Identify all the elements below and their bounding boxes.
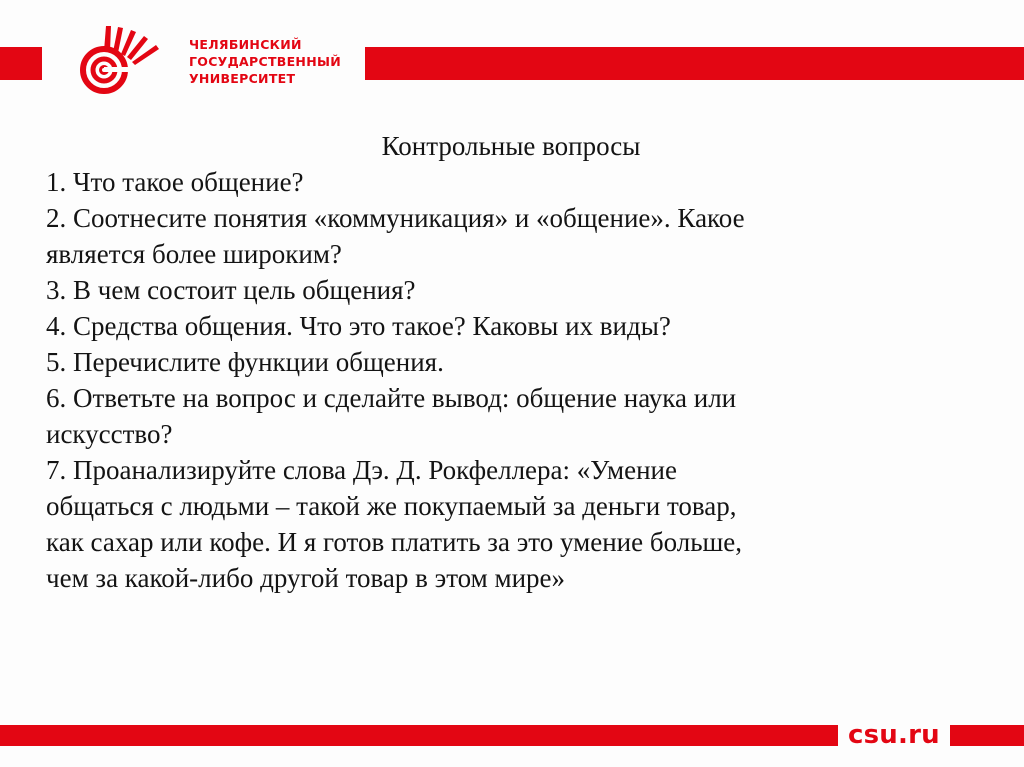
question-line: чем за какой-либо другой товар в этом мире» bbox=[46, 563, 566, 593]
question-line: 3. В чем состоит цель общения? bbox=[46, 275, 416, 305]
university-name-line: УНИВЕРСИТЕТ bbox=[189, 71, 296, 86]
question-line: 4. Средства общения. Что это такое? Каковы их виды? bbox=[46, 311, 671, 341]
question-line: как сахар или кофе. И я готов платить за это умение больше, bbox=[46, 527, 743, 557]
university-name bbox=[189, 36, 341, 87]
university-name-line: ГОСУДАРСТВЕННЫЙ bbox=[189, 54, 341, 69]
header-bar-left bbox=[0, 47, 42, 80]
site-url: csu.ru bbox=[848, 720, 940, 750]
question-line: является более широким? bbox=[46, 239, 342, 269]
footer-bar-left bbox=[0, 725, 838, 746]
question-line: искусство? bbox=[46, 419, 173, 449]
question-line: 7. Проанализируйте слова Дэ. Д. Рокфеллера: «Умение bbox=[46, 455, 677, 485]
question-line: 2. Соотнесите понятия «коммуникация» и «общение». Какое bbox=[46, 203, 745, 233]
footer-bar-right bbox=[950, 725, 1024, 746]
question-line: 5. Перечислите функции общения. bbox=[46, 347, 444, 377]
slide-title: Контрольные вопросы bbox=[381, 131, 641, 161]
header-bar-right bbox=[365, 47, 1024, 80]
slide-content bbox=[46, 128, 996, 596]
university-name-line: ЧЕЛЯБИНСКИЙ bbox=[189, 37, 302, 52]
question-line: 6. Ответьте на вопрос и сделайте вывод: общение наука или bbox=[46, 383, 737, 413]
csu-spiral-logo-icon bbox=[66, 23, 184, 95]
question-line: общаться с людьми – такой же покупаемый за деньги товар, bbox=[46, 491, 737, 521]
question-line: 1. Что такое общение? bbox=[46, 167, 304, 197]
